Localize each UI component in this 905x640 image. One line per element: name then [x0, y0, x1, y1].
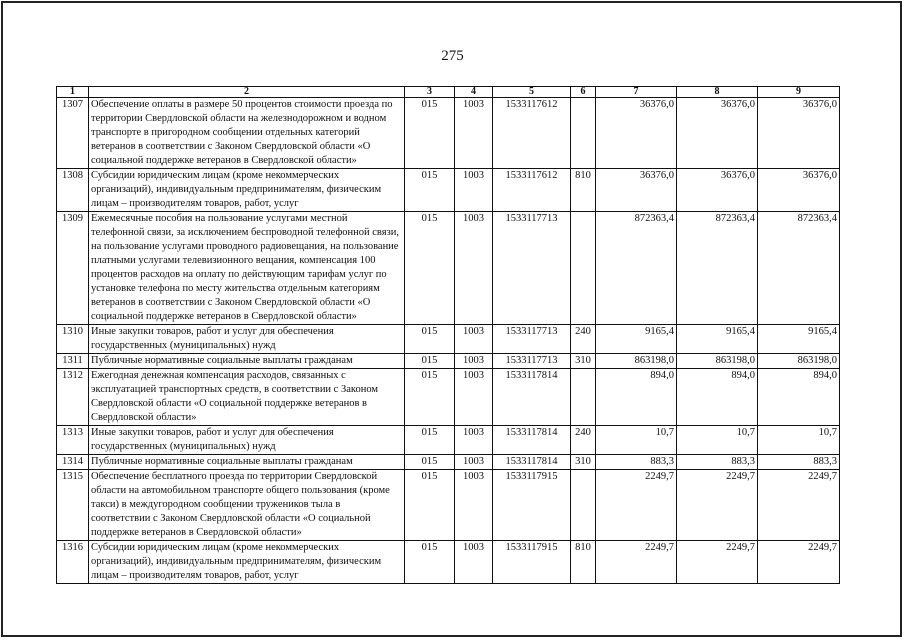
cell-amount-8: 2249,7 [677, 470, 758, 541]
cell-section-code: 1003 [455, 455, 493, 470]
cell-ministry-code: 015 [405, 426, 455, 455]
cell-amount-9: 2249,7 [758, 470, 840, 541]
cell-amount-8: 883,3 [677, 455, 758, 470]
row-name: Публичные нормативные социальные выплаты гражданам [89, 354, 405, 369]
row-name: Публичные нормативные социальные выплаты гражданам [89, 455, 405, 470]
cell-amount-9: 36376,0 [758, 98, 840, 169]
table-row [57, 426, 840, 455]
cell-amount-8: 872363,4 [677, 212, 758, 325]
cell-amount-8: 36376,0 [677, 169, 758, 212]
cell-section-code: 1003 [455, 541, 493, 584]
cell-section-code: 1003 [455, 169, 493, 212]
cell-expense-type [571, 470, 596, 541]
cell-amount-8: 36376,0 [677, 98, 758, 169]
cell-ministry-code: 015 [405, 369, 455, 426]
row-number: 1308 [57, 169, 89, 212]
cell-ministry-code: 015 [405, 354, 455, 369]
cell-target-code: 1533117915 [493, 541, 571, 584]
table-row [57, 325, 840, 354]
cell-amount-9: 9165,4 [758, 325, 840, 354]
column-header: 9 [758, 87, 840, 98]
cell-target-code: 1533117814 [493, 455, 571, 470]
cell-amount-8: 9165,4 [677, 325, 758, 354]
cell-target-code: 1533117814 [493, 426, 571, 455]
cell-amount-7: 10,7 [596, 426, 677, 455]
cell-ministry-code: 015 [405, 455, 455, 470]
row-name: Ежегодная денежная компенсация расходов, связанных с эксплуатацией транспортных средств, в соответствии с Законом Свердловской области «О социальной поддержке ветеранов в Свердловской области» [89, 369, 405, 426]
cell-target-code: 1533117713 [493, 325, 571, 354]
cell-amount-7: 36376,0 [596, 98, 677, 169]
column-header: 5 [493, 87, 571, 98]
row-name: Субсидии юридическим лицам (кроме некоммерческих организаций), индивидуальным предпринимателям, физическим лицам – производителям товаров, работ, услуг [89, 541, 405, 584]
cell-amount-8: 894,0 [677, 369, 758, 426]
cell-expense-type: 310 [571, 455, 596, 470]
page-number: 275 [441, 48, 464, 64]
cell-amount-7: 883,3 [596, 455, 677, 470]
cell-expense-type [571, 98, 596, 169]
column-header: 7 [596, 87, 677, 98]
row-name: Обеспечение оплаты в размере 50 процентов стоимости проезда по территории Свердловской области на железнодорожном и водном транспорте в пригородном сообщении отдельных категорий ветеранов в соответствии с Законом Свердловской области «О социальной поддержке ветеранов в Свердловской области» [89, 98, 405, 169]
row-name: Обеспечение бесплатного проезда по территории Свердловской области на автомобильном транспорте общего пользования (кроме такси) в междугородном сообщении тружеников тыла в соответствии с Законом Свердловской области «О социальной поддержке ветеранов в Свердловской области» [89, 470, 405, 541]
cell-section-code: 1003 [455, 354, 493, 369]
row-name: Иные закупки товаров, работ и услуг для обеспечения государственных (муниципальных) нужд [89, 426, 405, 455]
cell-expense-type: 310 [571, 354, 596, 369]
cell-amount-7: 9165,4 [596, 325, 677, 354]
column-header: 4 [455, 87, 493, 98]
row-name: Ежемесячные пособия на пользование услугами местной телефонной связи, за исключением беспроводной телефонной связи, на пользование услугами проводного радиовещания, на пользование платными услугами телевизионного вещания, компенсация 100 процентов расходов на оплату по действующим тарифам услуг по установке телефона по месту жительства отдельным категориям ветеранов в соответствии с Законом Свердловской области «О социальной поддержке ветеранов в Свердловской области» [89, 212, 405, 325]
cell-amount-7: 863198,0 [596, 354, 677, 369]
cell-section-code: 1003 [455, 470, 493, 541]
row-number: 1307 [57, 98, 89, 169]
cell-amount-9: 2249,7 [758, 541, 840, 584]
row-number: 1314 [57, 455, 89, 470]
row-number: 1311 [57, 354, 89, 369]
cell-ministry-code: 015 [405, 325, 455, 354]
table-row [57, 212, 840, 325]
cell-target-code: 1533117713 [493, 212, 571, 325]
row-number: 1315 [57, 470, 89, 541]
row-name: Иные закупки товаров, работ и услуг для обеспечения государственных (муниципальных) нужд [89, 325, 405, 354]
column-header: 2 [89, 87, 405, 98]
cell-ministry-code: 015 [405, 169, 455, 212]
cell-expense-type [571, 369, 596, 426]
cell-ministry-code: 015 [405, 98, 455, 169]
row-number: 1309 [57, 212, 89, 325]
column-header: 1 [57, 87, 89, 98]
row-number: 1312 [57, 369, 89, 426]
cell-amount-8: 10,7 [677, 426, 758, 455]
header-row [57, 87, 840, 98]
cell-amount-9: 894,0 [758, 369, 840, 426]
cell-amount-7: 2249,7 [596, 470, 677, 541]
cell-target-code: 1533117612 [493, 169, 571, 212]
cell-amount-7: 36376,0 [596, 169, 677, 212]
cell-expense-type: 810 [571, 169, 596, 212]
cell-section-code: 1003 [455, 325, 493, 354]
row-name: Субсидии юридическим лицам (кроме некоммерческих организаций), индивидуальным предпринимателям, физическим лицам – производителям товаров, работ, услуг [89, 169, 405, 212]
budget-table [56, 86, 840, 584]
table-row [57, 455, 840, 470]
row-number: 1310 [57, 325, 89, 354]
cell-amount-8: 863198,0 [677, 354, 758, 369]
cell-section-code: 1003 [455, 212, 493, 325]
cell-section-code: 1003 [455, 369, 493, 426]
column-header: 8 [677, 87, 758, 98]
cell-amount-8: 2249,7 [677, 541, 758, 584]
cell-target-code: 1533117612 [493, 98, 571, 169]
cell-amount-9: 883,3 [758, 455, 840, 470]
table-row [57, 354, 840, 369]
cell-expense-type: 240 [571, 325, 596, 354]
cell-amount-9: 36376,0 [758, 169, 840, 212]
cell-section-code: 1003 [455, 98, 493, 169]
cell-ministry-code: 015 [405, 470, 455, 541]
cell-amount-9: 872363,4 [758, 212, 840, 325]
row-number: 1316 [57, 541, 89, 584]
cell-target-code: 1533117814 [493, 369, 571, 426]
cell-target-code: 1533117713 [493, 354, 571, 369]
cell-expense-type [571, 212, 596, 325]
row-number: 1313 [57, 426, 89, 455]
cell-amount-9: 863198,0 [758, 354, 840, 369]
table-row [57, 369, 840, 426]
cell-amount-7: 872363,4 [596, 212, 677, 325]
cell-section-code: 1003 [455, 426, 493, 455]
cell-amount-7: 2249,7 [596, 541, 677, 584]
cell-amount-7: 894,0 [596, 369, 677, 426]
column-header: 3 [405, 87, 455, 98]
table-row [57, 541, 840, 584]
cell-ministry-code: 015 [405, 541, 455, 584]
cell-target-code: 1533117915 [493, 470, 571, 541]
table-row [57, 98, 840, 169]
cell-amount-9: 10,7 [758, 426, 840, 455]
cell-expense-type: 810 [571, 541, 596, 584]
table-row [57, 169, 840, 212]
cell-expense-type: 240 [571, 426, 596, 455]
table-row [57, 470, 840, 541]
cell-ministry-code: 015 [405, 212, 455, 325]
column-header: 6 [571, 87, 596, 98]
